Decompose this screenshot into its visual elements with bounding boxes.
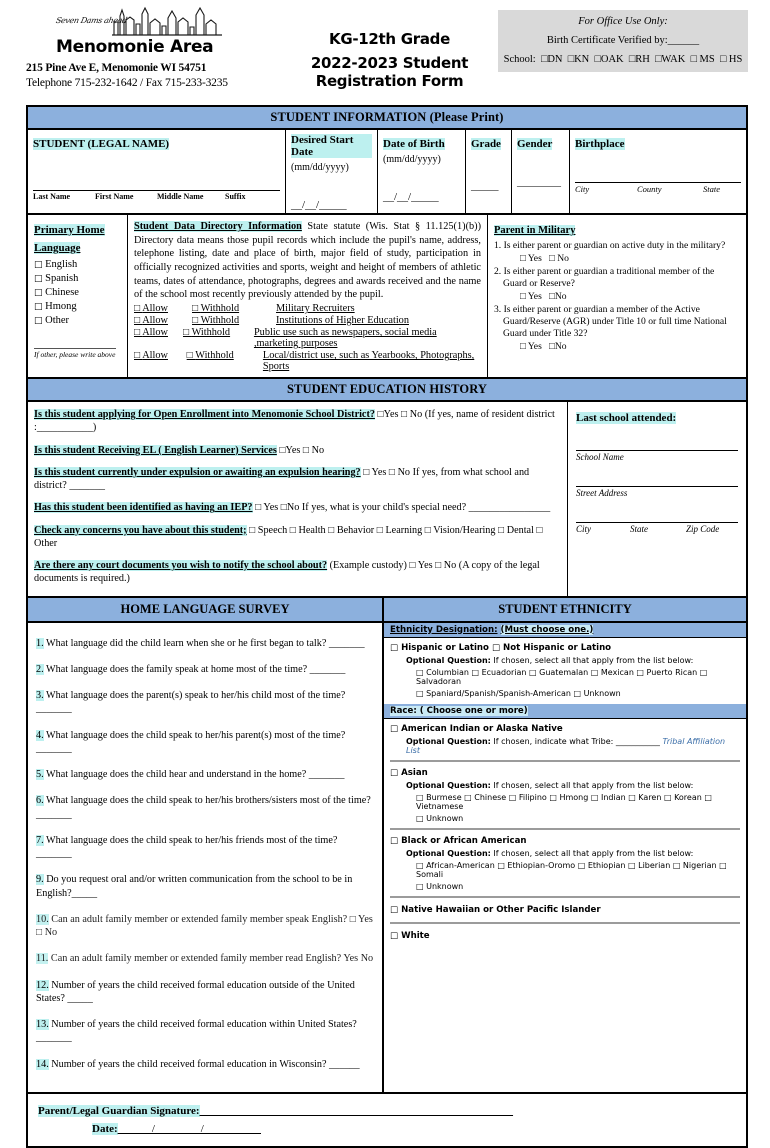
language-label-other: Other: [45, 315, 70, 326]
bottom-content-row: [28, 623, 746, 1094]
bottom-section-bands: [28, 598, 746, 623]
caption-city: City: [575, 184, 590, 194]
hls-text[interactable]: What language does the child speak to her/his friends most of the time? _______: [36, 834, 338, 860]
hls-text[interactable]: What language does the child speak to her/his brothers/sisters most of the time? _______: [36, 795, 371, 820]
tribe-input[interactable]: If chosen, indicate what Tribe: ___________: [490, 736, 660, 746]
edu-question-options[interactable]: □Yes □ No: [276, 444, 325, 456]
directory-item-label: Institutions of Higher Education: [276, 315, 409, 327]
hls-text[interactable]: What language does the child speak to her/his parent(s) most of the time? _______: [36, 729, 346, 754]
band-home-language-survey: HOME LANGUAGE SURVEY: [28, 598, 382, 621]
date-of-birth-cell[interactable]: [378, 130, 466, 213]
checkbox-icon[interactable]: □: [34, 274, 43, 284]
checkbox-icon[interactable]: □: [34, 260, 43, 270]
military-answer-1[interactable]: [494, 253, 740, 264]
hls-question-14[interactable]: [36, 1058, 374, 1071]
directory-row-military-recruiters[interactable]: [134, 303, 481, 314]
band-student-ethnicity: STUDENT ETHNICITY: [384, 598, 746, 621]
language-option-hmong[interactable]: [34, 301, 121, 312]
school-name-input[interactable]: [576, 450, 738, 451]
education-history-row: [28, 402, 746, 598]
hls-question-5[interactable]: [36, 768, 374, 781]
radio-yes[interactable]: □ Yes: [520, 252, 542, 264]
race-optional-question: [390, 781, 740, 790]
allow-label: Allow: [142, 303, 168, 315]
band-home-language-survey-wrap: [28, 598, 384, 621]
name-rule: [33, 190, 280, 191]
band-student-information: STUDENT INFORMATION (Please Print): [28, 107, 746, 130]
form-title-name: 2022-2023 Student Registration Form: [310, 54, 469, 90]
other-language-input[interactable]: [34, 348, 116, 349]
home-language-survey-questions: [28, 623, 384, 1092]
military-question-3: 3. Is either parent or guardian a member of the Active Guard/Reserve (AGR) under Title 10 or full time National Guard under Title 32?: [494, 303, 727, 339]
office-use-box: [498, 10, 748, 72]
edu-question-label: Are there any court documents you wish to notify the school about?: [34, 560, 328, 572]
ethnicity-designation-body: [384, 638, 746, 704]
logo-block: [26, 10, 281, 57]
hls-text[interactable]: Number of years the child received formal education in Wisconsin? ______: [48, 1058, 360, 1070]
tribal-affiliation-list-link[interactable]: Tribal Affiliation List: [406, 736, 726, 755]
checkbox-icon[interactable]: □: [34, 288, 43, 298]
withhold-option[interactable]: □ Withhold: [186, 350, 234, 362]
language-directory-military-row: [28, 215, 746, 379]
ethnicity-designation-label: Ethnicity Designation:: [390, 624, 498, 635]
edu-question-options[interactable]: □ Yes □No If yes, what is your child's special need? ________________: [252, 502, 551, 514]
edu-question-options[interactable]: □ Speech □ Health □ Behavior □ Learning □ Vision/Hearing □ Dental □ Other: [34, 524, 543, 549]
optional-question-text: If chosen, select all that apply from the list below:: [490, 780, 694, 790]
military-answer-3[interactable]: [494, 341, 740, 352]
grade-input[interactable]: _____: [471, 180, 499, 192]
student-legal-name-cell[interactable]: [28, 130, 286, 213]
school-option-kn[interactable]: □KN: [565, 54, 590, 65]
withhold-option[interactable]: □ Withhold: [192, 315, 240, 327]
ethnicity-designation-note: (Must choose one.): [500, 624, 594, 635]
caption-last-name: Last Name: [33, 192, 71, 201]
language-label-english: English: [45, 259, 78, 270]
withhold-option[interactable]: □ Withhold: [192, 303, 240, 315]
skyline-logo-icon: [112, 6, 222, 36]
desired-start-date-label: Desired Start Date: [291, 134, 372, 158]
checkbox-icon[interactable]: □: [34, 302, 43, 312]
hls-question-13[interactable]: [36, 1018, 374, 1045]
optional-question-text: If chosen, select all that apply from the list below:: [490, 848, 694, 858]
race-bar-label: Race: ( Choose one or more): [390, 705, 528, 716]
hls-text[interactable]: What language did the child learn when she or he first began to talk? _______: [43, 637, 365, 649]
district-address: 215 Pine Ave E, Menomonie WI 54751: [26, 62, 207, 74]
caption-middle-name: Middle Name: [157, 192, 204, 201]
hls-number: 4.: [36, 729, 44, 741]
optional-question-label: Optional Question:: [406, 848, 491, 858]
birth-certificate-verified-field[interactable]: Birth Certificate Verified by:______: [546, 35, 700, 46]
hls-question-7[interactable]: [36, 834, 374, 861]
withhold-label: Withhold: [200, 315, 240, 327]
optional-question-label: Optional Question:: [406, 736, 491, 746]
edu-question-options[interactable]: □Yes □ No (If yes, name of resident district :___________): [34, 409, 555, 434]
race-black-african-american[interactable]: [390, 836, 740, 891]
directory-item-label: Military Recruiters: [276, 303, 355, 315]
edu-question-options[interactable]: (Example custody) □ Yes □ No (A copy of the legal documents is required.): [34, 560, 540, 585]
directory-row-higher-education[interactable]: [134, 315, 481, 326]
language-label-hmong: Hmong: [45, 301, 77, 312]
grade-cell[interactable]: [466, 130, 512, 213]
race-divider: [390, 896, 740, 898]
caption-county: County: [637, 184, 662, 194]
allow-label: Allow: [142, 327, 168, 339]
no-label: No: [554, 290, 567, 302]
hls-text[interactable]: Can an adult family member or extended family member speak English? □ Yes □ No: [36, 913, 373, 939]
radio-yes[interactable]: □ Yes: [520, 340, 542, 352]
race-label[interactable]: □ Asian: [390, 767, 428, 778]
no-label: No: [554, 340, 567, 352]
caption-zip-code: Zip Code: [686, 524, 720, 535]
language-option-spanish[interactable]: [34, 273, 121, 284]
hls-question-12[interactable]: [36, 979, 374, 1006]
hls-question-1[interactable]: [36, 637, 374, 650]
race-label[interactable]: □ Black or African American: [390, 835, 527, 846]
military-question-1: 1. Is either parent or guardian on active duty in the military?: [494, 240, 726, 251]
race-american-indian[interactable]: [390, 724, 740, 755]
primary-home-language-title: Primary Home Language: [34, 224, 105, 254]
desired-start-date-cell[interactable]: [286, 130, 378, 213]
hls-question-2[interactable]: [36, 663, 374, 676]
allow-label: Allow: [142, 350, 168, 362]
hls-question-6[interactable]: [36, 794, 374, 821]
page-header: [0, 0, 770, 105]
yes-label: Yes: [527, 252, 542, 264]
race-label[interactable]: □ American Indian or Alaska Native: [390, 723, 563, 734]
signature-row: [28, 1094, 746, 1146]
race-asian[interactable]: [390, 768, 740, 823]
allow-option[interactable]: □ Allow: [134, 315, 168, 327]
school-selection-row: [502, 54, 744, 65]
caption-state: State: [703, 184, 720, 194]
hls-number: 12.: [36, 979, 49, 991]
language-option-chinese[interactable]: [34, 287, 121, 298]
ethnicity-optional-question: [390, 656, 740, 665]
hls-number: 9.: [36, 874, 44, 886]
logo-script-text: Seven Dams ahead: [55, 16, 128, 25]
radio-no[interactable]: □ No: [549, 252, 569, 264]
hls-number: 10.: [36, 913, 49, 925]
birthplace-cell[interactable]: [570, 130, 746, 213]
black-subgroup-list-1[interactable]: □ African-American □ Ethiopian-Oromo □ Ethiopian □ Liberian □ Nigerian □ Somali: [416, 860, 727, 879]
race-optional-question: [390, 849, 740, 858]
student-information-row: [28, 130, 746, 215]
hls-number: 5.: [36, 769, 44, 781]
birthplace-label: Birthplace: [575, 138, 625, 150]
allow-option[interactable]: □ Allow: [134, 303, 168, 315]
race-optional-question[interactable]: [390, 737, 740, 755]
yes-label: Yes: [527, 340, 542, 352]
date-of-birth-format: (mm/dd/yyyy): [383, 154, 441, 165]
edu-question-label: Check any concerns you have about this student;: [34, 524, 247, 536]
language-option-other[interactable]: [34, 315, 121, 326]
military-question-2: 2. Is either parent or guardian a traditional member of the Guard or Reserve?: [494, 265, 715, 289]
edu-question-iep[interactable]: [34, 501, 561, 514]
street-address-input[interactable]: [576, 486, 738, 487]
school-option-dn[interactable]: □DN: [538, 54, 563, 65]
asian-subgroup-list-2[interactable]: □ Unknown: [416, 813, 464, 823]
hls-text[interactable]: Number of years the child received formal education within United States? _______: [36, 1019, 357, 1044]
school-option-rh[interactable]: □RH: [626, 54, 650, 65]
hls-number: 2.: [36, 663, 44, 675]
band-student-education-history: STUDENT EDUCATION HISTORY: [28, 379, 746, 402]
directory-paragraph: [134, 220, 481, 302]
edu-question-expulsion[interactable]: [34, 466, 561, 493]
edu-question-el-services[interactable]: [34, 444, 561, 457]
directory-title: Student Data Directory Information: [134, 221, 302, 232]
hls-number: 1.: [36, 637, 44, 649]
caption-street-address: Street Address: [576, 488, 628, 499]
caption-state: State: [630, 524, 648, 535]
date-of-birth-label: Date of Birth: [383, 138, 445, 150]
edu-question-label: Has this student been identified as having an IEP?: [34, 502, 253, 514]
optional-question-label: Optional Question:: [406, 655, 491, 665]
desired-start-date-format: (mm/dd/yyyy): [291, 162, 349, 173]
asian-subgroup-list-1[interactable]: □ Burmese □ Chinese □ Filipino □ Hmong □ Indian □ Karen □ Korean □ Vietnamese: [416, 792, 712, 811]
name-part-captions: [33, 192, 280, 201]
city-state-zip-input[interactable]: [576, 522, 738, 523]
edu-question-label: Is this student Receiving EL ( English Learner) Services: [34, 444, 277, 456]
hls-text[interactable]: Can an adult family member or extended family member read English? Yes No: [48, 953, 374, 965]
edu-question-label: Is this student applying for Open Enrollment into Menomonie School District?: [34, 409, 375, 421]
hls-text[interactable]: Number of years the child received formal education outside of the United States? _____: [36, 979, 355, 1004]
directory-statute-text: State statute (Wis. Stat § 11.125(1)(b)) Directory data means those pupil records which include the pupil's name, address, telephone listing, date and place of birth, major field of study, participation in officially recognized activities and sports, weight and height of members of athletic teams, dates of attendance, photographs, degrees and awards received and the name of the school most recently previously attended by the pupil.: [134, 221, 482, 301]
district-phone: Telephone 715-232-1642 / Fax 715-233-3235: [26, 77, 228, 89]
caption-suffix: Suffix: [225, 192, 246, 201]
grade-label: Grade: [471, 138, 501, 150]
edu-question-concerns[interactable]: [34, 524, 561, 551]
optional-question-label: Optional Question:: [406, 780, 491, 790]
hls-text[interactable]: What language does the family speak at home most of the time? _______: [43, 663, 346, 675]
signature-input[interactable]: _______________________________________________________: [199, 1104, 514, 1117]
radio-yes[interactable]: □ Yes: [520, 290, 542, 302]
language-option-english[interactable]: [34, 259, 121, 270]
hls-text[interactable]: Do you request oral and/or written communication from the school to be in English?_____: [36, 874, 353, 899]
no-label: No: [557, 252, 569, 264]
hls-number: 3.: [36, 690, 44, 702]
date-label: Date:: [92, 1122, 118, 1135]
withhold-label: Withhold: [191, 327, 231, 339]
student-ethnicity-content: [384, 623, 746, 1092]
hls-question-10[interactable]: [36, 913, 374, 940]
hls-question-3[interactable]: [36, 689, 374, 716]
caption-first-name: First Name: [95, 192, 134, 201]
gender-cell[interactable]: [512, 130, 570, 213]
language-label-chinese: Chinese: [45, 287, 79, 298]
last-school-attended-cell: [568, 402, 746, 596]
hls-number: 11.: [36, 953, 49, 965]
withhold-label: Withhold: [195, 350, 234, 362]
birthplace-captions: [575, 184, 741, 194]
race-bar: [384, 704, 746, 719]
district-name: Menomonie Area: [56, 37, 214, 57]
radio-no[interactable]: □No: [549, 290, 567, 302]
directory-information-cell: [128, 215, 488, 377]
directory-row-public-use[interactable]: [134, 327, 481, 349]
school-option-wak[interactable]: □WAK: [652, 54, 686, 65]
form-title-grade: KG-12th Grade: [329, 30, 450, 48]
race-divider: [390, 828, 740, 830]
yes-label: Yes: [527, 290, 542, 302]
edu-question-options[interactable]: □ Yes □ No If yes, from what school and district? _______: [34, 466, 530, 492]
caption-city: City: [576, 524, 591, 535]
signature-label: Parent/Legal Guardian Signature:: [38, 1104, 200, 1117]
date-input[interactable]: ______/________/__________: [117, 1122, 261, 1135]
last-school-attended-title: Last school attended:: [576, 412, 677, 425]
allow-option[interactable]: □ Allow: [134, 327, 168, 339]
gender-input[interactable]: ————: [517, 180, 561, 192]
hispanic-subgroup-list-2[interactable]: □ Spaniard/Spanish/Spanish-American □ Unknown: [416, 688, 621, 698]
gender-label: Gender: [517, 138, 553, 150]
directory-row-local-district-use[interactable]: [134, 350, 481, 372]
caption-city-state-zip: [576, 524, 738, 534]
ethnicity-hispanic-options[interactable]: □ Hispanic or Latino □ Not Hispanic or Latino: [390, 642, 612, 653]
date-of-birth-input[interactable]: __/__/_____: [383, 191, 439, 203]
other-language-note: If other, please write above: [34, 350, 116, 359]
hls-number: 14.: [36, 1058, 49, 1070]
hls-number: 7.: [36, 834, 44, 846]
school-option-hs[interactable]: □ HS: [717, 54, 743, 65]
school-label: School:: [503, 54, 536, 65]
allow-label: Allow: [142, 315, 168, 327]
language-label-spanish: Spanish: [45, 273, 79, 284]
hls-number: 6.: [36, 795, 44, 807]
school-option-oak[interactable]: □OAK: [591, 54, 624, 65]
hls-question-4[interactable]: [36, 729, 374, 756]
withhold-option[interactable]: □ Withhold: [182, 327, 231, 339]
office-use-title: For Office Use Only:: [578, 16, 668, 27]
optional-question-text: If chosen, select all that apply from the list below:: [490, 655, 694, 665]
race-label[interactable]: □ Native Hawaiian or Other Pacific Islander: [390, 904, 601, 915]
ethnicity-designation-bar: [384, 623, 746, 638]
black-subgroup-list-2[interactable]: □ Unknown: [416, 881, 464, 891]
checkbox-icon[interactable]: □: [34, 316, 43, 326]
hispanic-subgroup-list-1[interactable]: □ Columbian □ Ecuadorian □ Guatemalan □ Mexican □ Puerto Rican □ Salvadoran: [416, 667, 708, 686]
parent-in-military-cell: [488, 215, 746, 377]
education-history-questions: [28, 402, 568, 596]
edu-question-open-enrollment[interactable]: [34, 408, 561, 435]
form-title-block: [281, 8, 498, 90]
race-label[interactable]: □ White: [390, 930, 430, 941]
desired-start-date-input[interactable]: __/__/_____: [291, 199, 347, 211]
radio-no[interactable]: □No: [549, 340, 567, 352]
hls-question-9[interactable]: [36, 873, 374, 900]
primary-home-language-cell: [28, 215, 128, 377]
form-table: [26, 105, 748, 1148]
district-identity: [26, 8, 281, 89]
parent-in-military-title: Parent in Military: [494, 225, 576, 236]
hls-number: 13.: [36, 1019, 49, 1031]
caption-school-name: School Name: [576, 452, 624, 463]
hls-question-11[interactable]: [36, 952, 374, 965]
edu-question-label: Is this student currently under expulsion or awaiting an expulsion hearing?: [34, 466, 361, 478]
race-white[interactable]: [390, 931, 740, 941]
hls-text[interactable]: What language does the parent(s) speak to her/his child most of the time? _______: [36, 690, 346, 715]
student-legal-name-label: STUDENT (LEGAL NAME): [33, 138, 170, 150]
withhold-label: Withhold: [200, 303, 240, 315]
school-option-ms[interactable]: □ MS: [687, 54, 715, 65]
hls-text[interactable]: What language does the child hear and understand in the home? _______: [43, 769, 345, 781]
race-native-hawaiian[interactable]: [390, 905, 740, 915]
race-divider: [390, 922, 740, 924]
directory-item-label: Local/district use, such as Yearbooks, Photographs, Sports: [262, 350, 475, 373]
band-student-ethnicity-wrap: [384, 598, 746, 621]
race-body: [384, 719, 746, 947]
allow-option[interactable]: □ Allow: [134, 350, 168, 362]
edu-question-court-documents[interactable]: [34, 559, 561, 586]
military-answer-2[interactable]: [494, 291, 740, 302]
directory-item-label: Public use such as newspapers, social media ,marketing purposes: [253, 327, 437, 350]
race-divider: [390, 760, 740, 762]
birthplace-rule: [575, 182, 741, 183]
